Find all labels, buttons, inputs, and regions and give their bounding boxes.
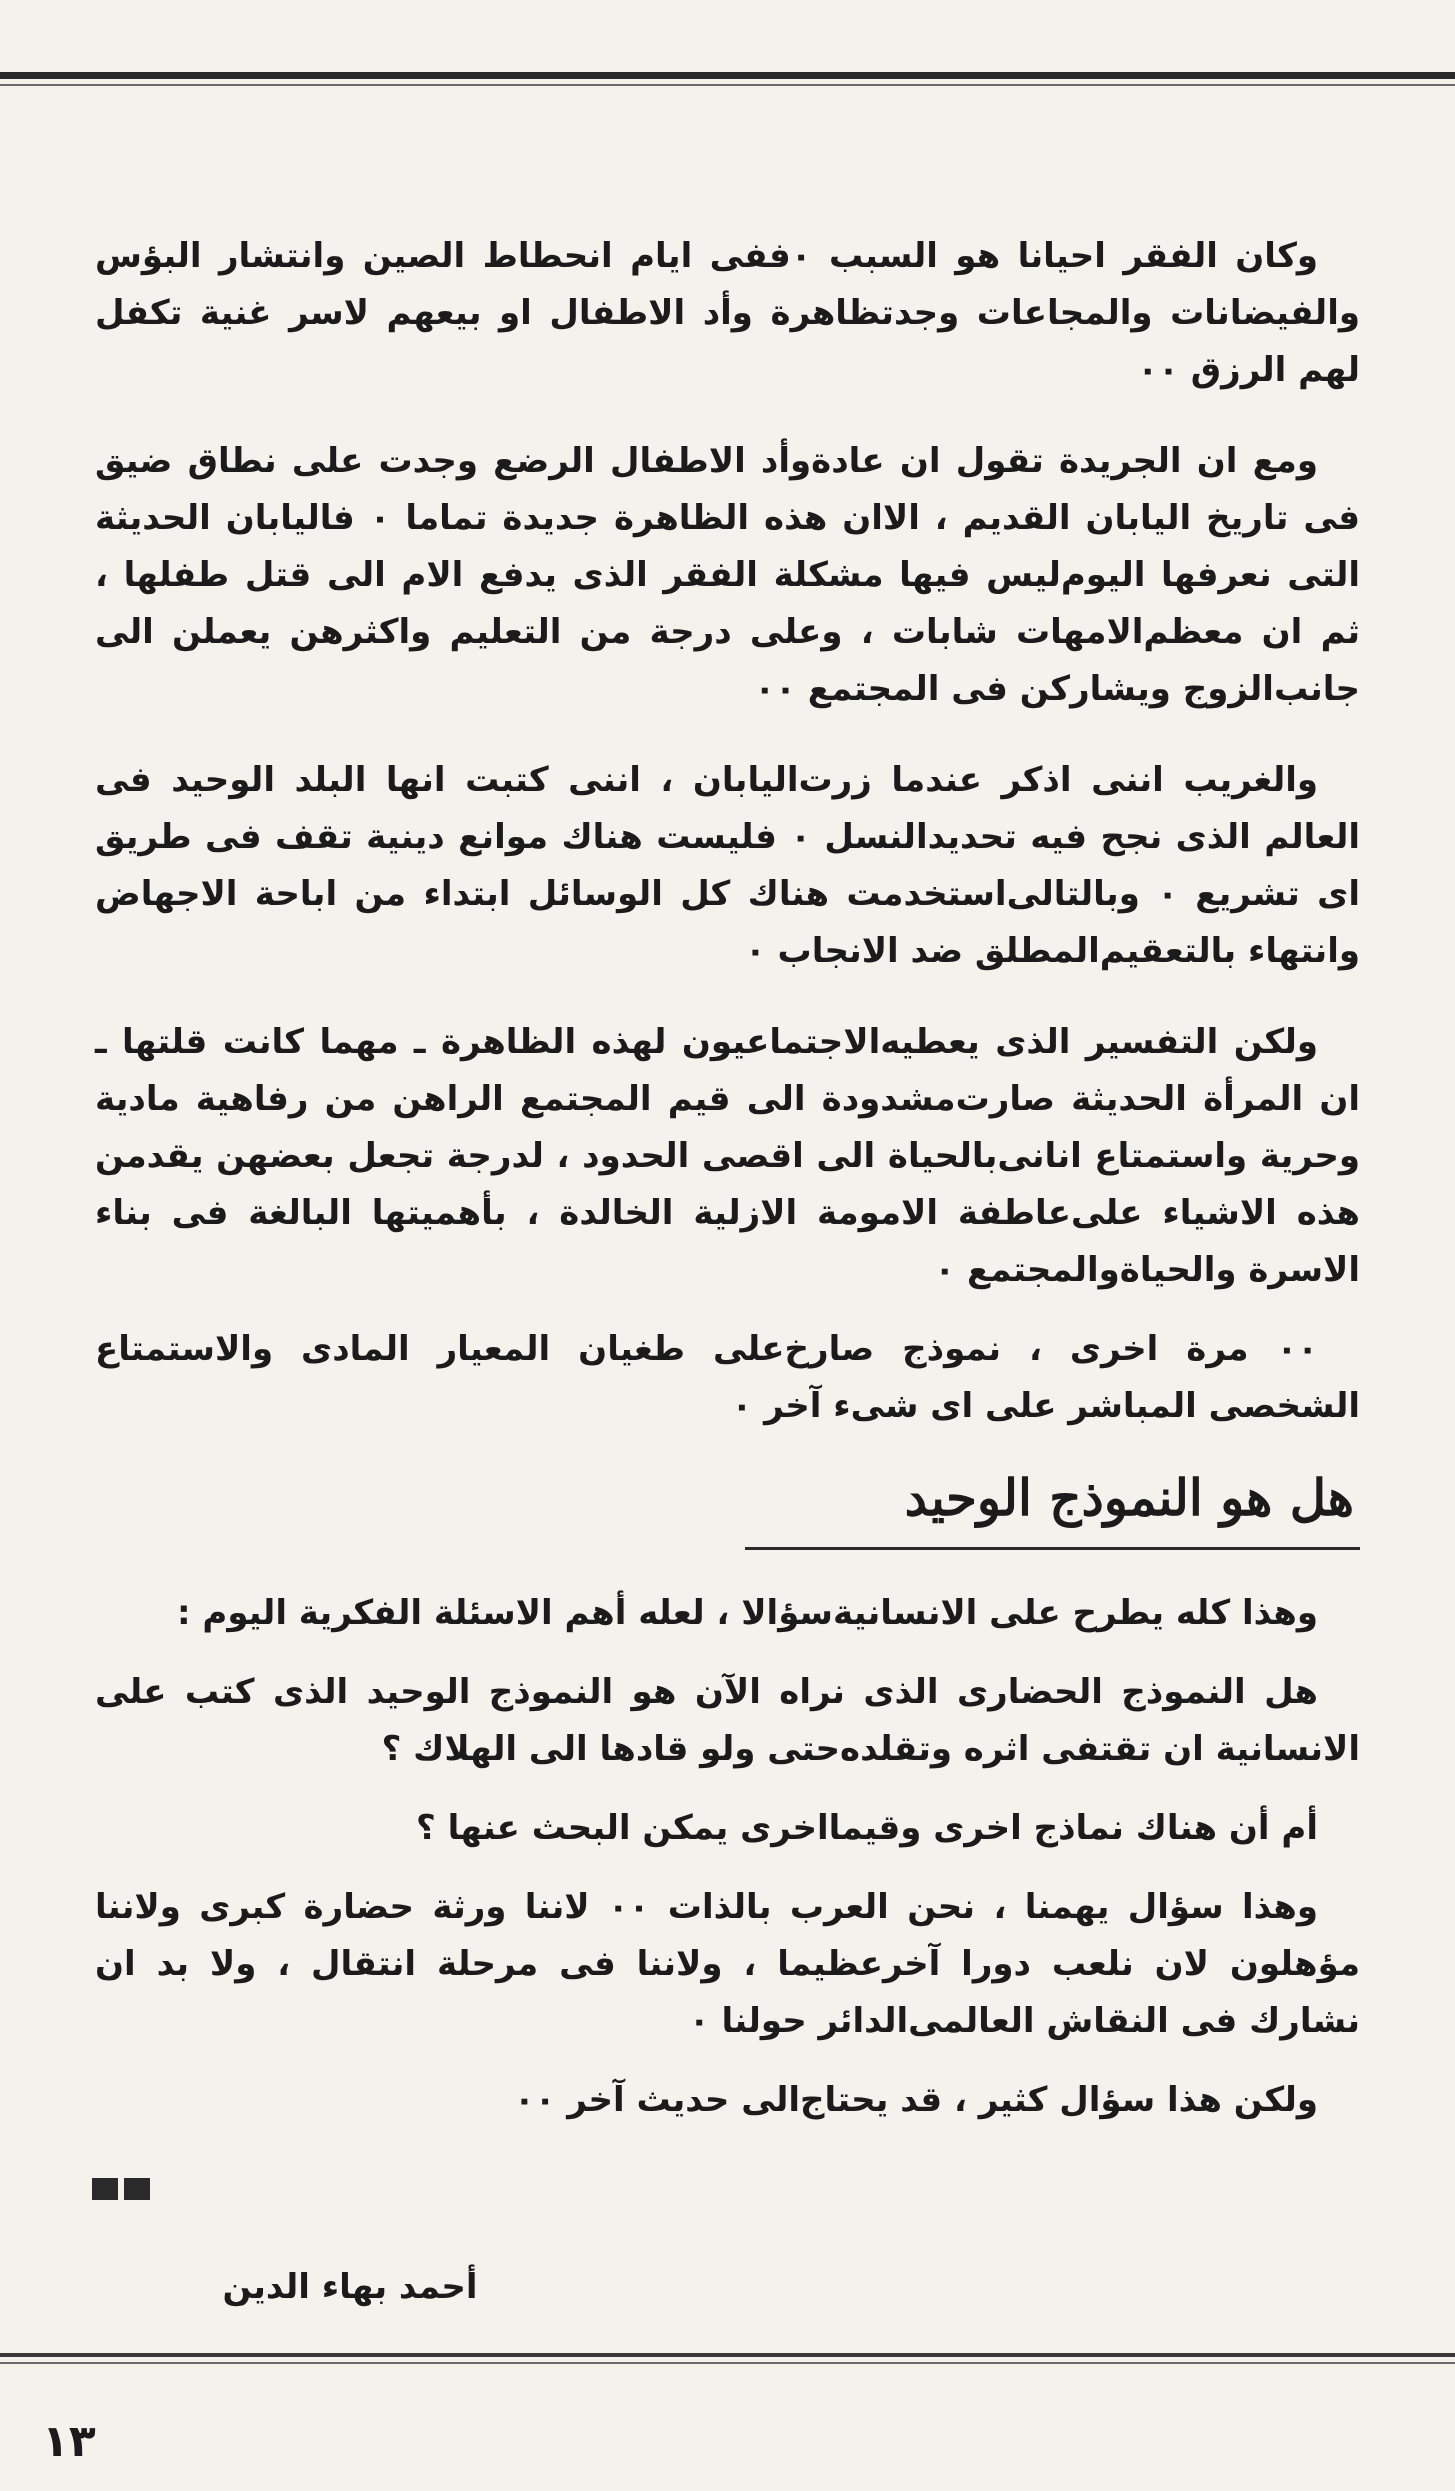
article-body: [95, 228, 1360, 1469]
section-heading: هل هو النموذج الوحيد: [904, 1468, 1354, 1527]
paragraph: وهذا سؤال يهمنا ، نحن العرب بالذات ٠٠ لاننا ورثة حضارة كبرى ولاننا مؤهلون لان نلعب دورا آخرعظيما ، ولاننا فى مرحلة انتقال ، ولا بد ان نشارك فى النقاش العالمى‌الدائر حولنا ٠: [95, 1887, 1360, 2041]
section-heading-block: [745, 1463, 1360, 1550]
paragraph: والغريب اننى اذكر عندما زرت‌اليابان ، اننى كتبت انها البلد الوحيد فى العالم الذى نجح فيه تحديدالنسل ٠ فليست هناك موانع دينية تقف فى طريق اى تشريع ٠ وبالتالى‌استخدمت هناك كل الوسائل ابتداء من اباحة الاجهاض وانتهاء بالتعقيم‌المطلق ضد الانجاب ٠: [95, 760, 1360, 971]
end-of-article-mark: [92, 2178, 150, 2200]
page-number: ١٣: [42, 2416, 96, 2467]
author-signature: أحمد بهاء الدين: [222, 2267, 478, 2307]
heading-underline: [745, 1547, 1360, 1550]
bottom-rule-thin: [0, 2362, 1455, 2364]
paragraph: هل النموذج الحضارى الذى نراه الآن هو النموذج الوحيد الذى كتب على الانسانية ان تقتفى اثره وتقلده‌حتى ولو قادها الى الهلاك ؟: [95, 1672, 1360, 1769]
paragraph: ومع ان الجريدة تقول ان عادةوأد الاطفال الرضع وجدت على نطاق ضيق فى تاريخ اليابان القديم ، الاان هذه الظاهرة جديدة تماما ٠ فاليابان الحديثة التى نعرفها اليوم‌ليس فيها مشكلة الفقر الذى يدفع الام الى قتل طفلها ، ثم ان معظم‌الامهات شابات ، وعلى درجة من التعليم واكثرهن يعملن الى جانب‌الزوج ويشاركن فى المجتمع ٠٠: [95, 441, 1360, 709]
paragraph: ٠٠ مرة اخرى ، نموذج صارخ‌على طغيان المعيار المادى والاستمتاع الشخصى المباشر على اى شىء آخر ٠: [95, 1329, 1360, 1426]
paragraph: ولكن التفسير الذى يعطيه‌الاجتماعيون لهذه الظاهرة ـ مهما كانت قلتها ـ ان المرأة الحديثة صارت‌مشدودة الى قيم المجتمع الراهن من رفاهية مادية وحرية واستمتاع انانى‌بالحياة الى اقصى الحدود ، لدرجة تجعل بعضهن يقدمن هذه الاشياء على‌عاطفة الامومة الازلية الخالدة ، بأهميتها البالغة فى بناء الاسرة والحياة‌والمجتمع ٠: [95, 1022, 1360, 1290]
paragraph: ولكن هذا سؤال كثير ، قد يحتاج‌الى حديث آخر ٠٠: [513, 2080, 1318, 2120]
bottom-rule: [0, 2353, 1455, 2357]
end-square: [92, 2178, 118, 2200]
paragraph: وكان الفقر احيانا هو السبب ٠ففى ايام انحطاط الصين وانتشار البؤس والفيضانات والمجاعات وجدتظاهرة وأد الاطفال او بيعهم لاسر غنية تكفل لهم الرزق ٠٠: [95, 236, 1360, 390]
end-square: [124, 2178, 150, 2200]
top-rule: [0, 72, 1455, 79]
top-rule-thin: [0, 84, 1455, 86]
paragraph: أم أن هناك نماذج اخرى وقيما‌اخرى يمكن البحث عنها ؟: [416, 1808, 1318, 1848]
paragraph: وهذا كله يطرح على الانسانية‌سؤالا ، لعله أهم الاسئلة الفكرية اليوم :: [177, 1593, 1318, 1633]
section-body: [95, 1585, 1360, 2163]
